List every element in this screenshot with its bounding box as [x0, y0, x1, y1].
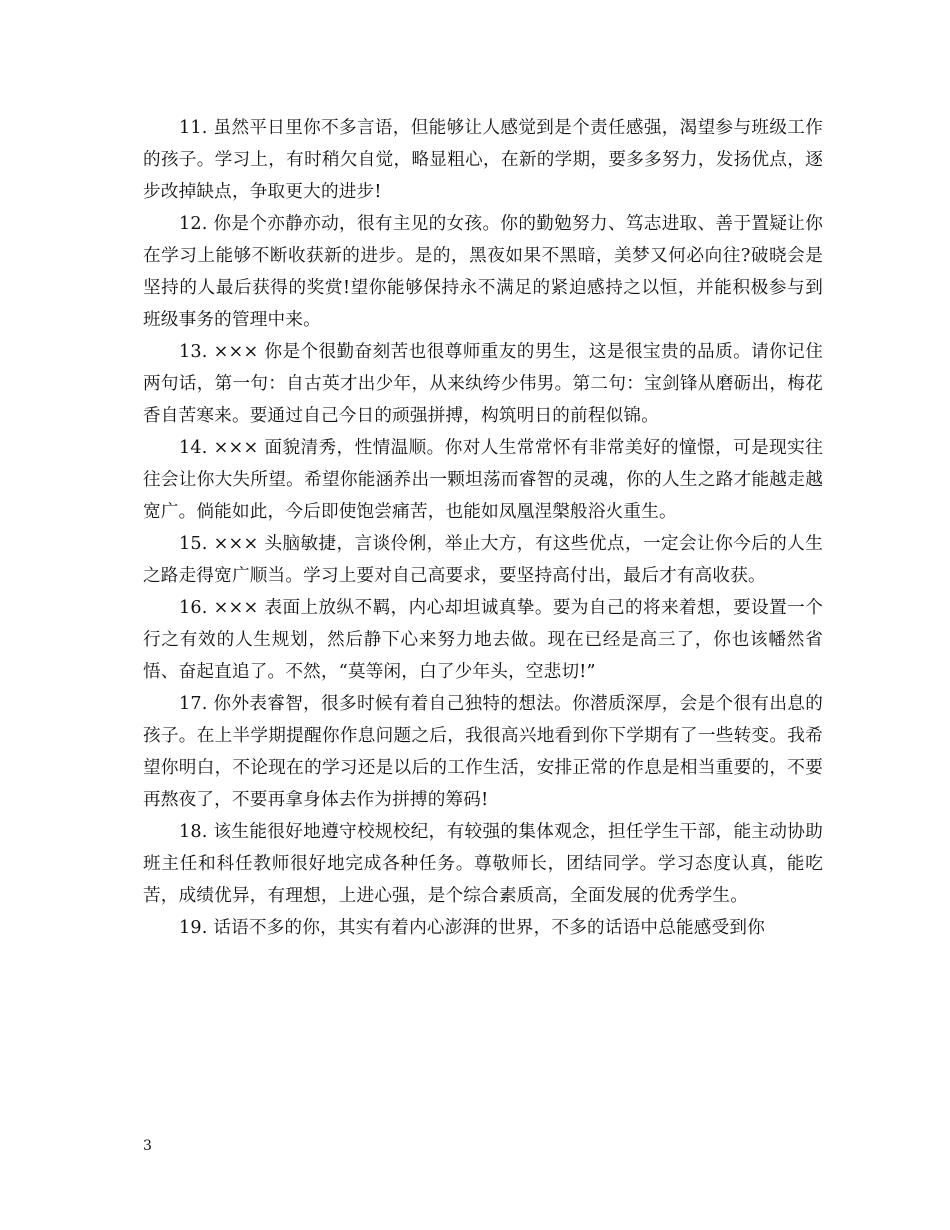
paragraph-11: 11. 虽然平日里你不多言语，但能够让人感觉到是个责任感强，渴望参与班级工作的孩子。学习上，有时稍欠自觉，略显粗心，在新的学期，要多多努力，发扬优点，逐步改掉缺点，争取更大的进步!	[143, 118, 823, 202]
paragraph-14: 14. ××× 面貌清秀，性情温顺。你对人生常常怀有非常美好的憧憬，可是现实往往会让你大失所望。希望你能涵养出一颗坦荡而睿智的灵魂，你的人生之路才能越走越宽广。倘能如此，今后即使饱尝痛苦，也能如凤凰涅槃般浴火重生。	[143, 438, 823, 522]
document-body	[143, 112, 823, 944]
page-number: 3	[143, 1138, 152, 1154]
paragraph-18: 18. 该生能很好地遵守校规校纪，有较强的集体观念，担任学生干部，能主动协助班主任和科任教师很好地完成各种任务。尊敬师长，团结同学。学习态度认真，能吃苦，成绩优异，有理想，上进心强，是个综合素质高，全面发展的优秀学生。	[143, 822, 823, 906]
paragraph-13: 13. ××× 你是个很勤奋刻苦也很尊师重友的男生，这是很宝贵的品质。请你记住两句话，第一句：自古英才出少年，从来纨绔少伟男。第二句：宝剑锋从磨砺出，梅花香自苦寒来。要通过自己今日的顽强拼搏，构筑明日的前程似锦。	[143, 342, 823, 426]
paragraph-17: 17. 你外表睿智，很多时候有着自己独特的想法。你潜质深厚，会是个很有出息的孩子。在上半学期提醒你作息问题之后，我很高兴地看到你下学期有了一些转变。我希望你明白，不论现在的学习还是以后的工作生活，安排正常的作息是相当重要的，不要再熬夜了，不要再拿身体去作为拼搏的筹码!	[143, 694, 823, 810]
paragraph-12: 12. 你是个亦静亦动，很有主见的女孩。你的勤勉努力、笃志进取、善于置疑让你在学习上能够不断收获新的进步。是的，黑夜如果不黑暗，美梦又何必向往?破晓会是坚持的人最后获得的奖赏!望你能够保持永不满足的紧迫感持之以恒，并能积极参与到班级事务的管理中来。	[143, 214, 823, 330]
paragraph-15: 15. ××× 头脑敏捷，言谈伶俐，举止大方，有这些优点，一定会让你今后的人生之路走得宽广顺当。学习上要对自己高要求，要坚持高付出，最后才有高收获。	[143, 534, 823, 586]
paragraph-16: 16. ××× 表面上放纵不羁，内心却坦诚真挚。要为自己的将来着想，要设置一个行之有效的人生规划，然后静下心来努力地去做。现在已经是高三了，你也该幡然省悟、奋起直追了。不然，“莫等闲，白了少年头，空悲切!”	[143, 598, 823, 682]
paragraph-19: 19. 话语不多的你，其实有着内心澎湃的世界，不多的话语中总能感受到你	[179, 918, 765, 938]
